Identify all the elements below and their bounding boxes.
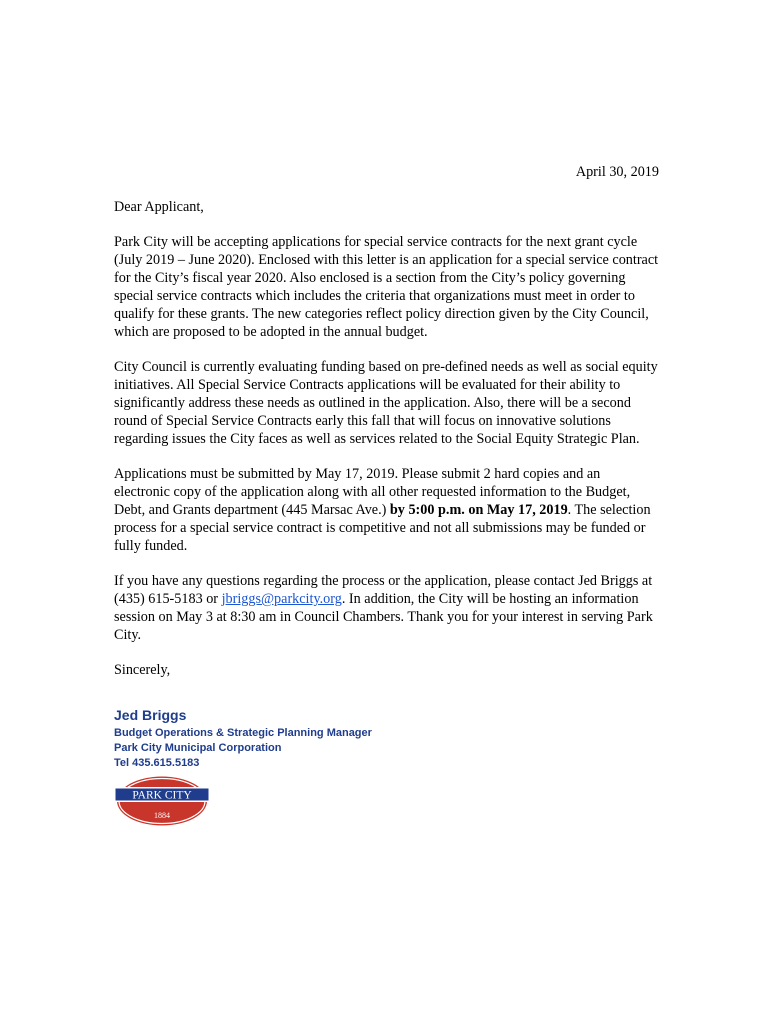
deadline-bold: by 5:00 p.m. on May 17, 2019 (389, 502, 568, 518)
park-city-logo-icon (114, 775, 210, 827)
logo-text: PARK CITY (132, 789, 192, 802)
letter-body (114, 163, 659, 832)
letter-date: April 30, 2019 (575, 164, 659, 180)
contact-text: If you have any questions regarding the process or the application, please contact Jed Briggs at (435) 615-5183 or (114, 573, 653, 607)
closing: Sincerely, (114, 662, 171, 678)
deadline-text-end: . The selection process for a special service contract is competitive and not all submissions may be funded or fully funded. (114, 502, 651, 554)
logo-year: 1884 (154, 811, 170, 820)
paragraph-deadline (114, 465, 659, 555)
signature-title: Budget Operations & Strategic Planning Manager (114, 727, 372, 739)
email-link[interactable]: jbriggs@parkcity.org (221, 591, 342, 607)
deadline-text: Applications must be submitted by May 17, 2019. Please submit 2 hard copies and an electronic copy of the application along with all other requested information to the Budget, Debt, and Grants department (445 Marsac Ave.) (114, 466, 631, 518)
contact-text-end: . In addition, the City will be hosting an information session on May 3 at 8:30 am in Council Chambers. Thank you for your interest in serving Park City. (114, 591, 653, 643)
signature-org: Park City Municipal Corporation (114, 742, 282, 754)
salutation: Dear Applicant, (114, 199, 204, 215)
paragraph-contact (114, 572, 659, 644)
signature-tel: Tel 435.615.5183 (114, 757, 200, 769)
signature-block (114, 706, 659, 771)
paragraph-funding: City Council is currently evaluating funding based on pre-defined needs as well as social equity initiatives. All Special Service Contracts applications will be evaluated for their ability to significantly address these needs as outlined in the application. Also, there will be a second round of Special Service Contracts early this fall that will focus on innovative solutions regarding issues the City faces as well as services related to the Social Equity Strategic Plan. (114, 359, 658, 447)
signature-name: Jed Briggs (114, 707, 187, 723)
paragraph-intro: Park City will be accepting applications for special service contracts for the next grant cycle (July 2019 – June 2020). Enclosed with this letter is an application for a special service contract for the City’s fiscal year 2020. Also enclosed is a section from the City’s policy governing special service contracts which includes the criteria that organizations must meet in order to qualify for these grants. The new categories reflect policy direction given by the City Council, which are proposed to be adopted in the annual budget. (114, 234, 659, 340)
